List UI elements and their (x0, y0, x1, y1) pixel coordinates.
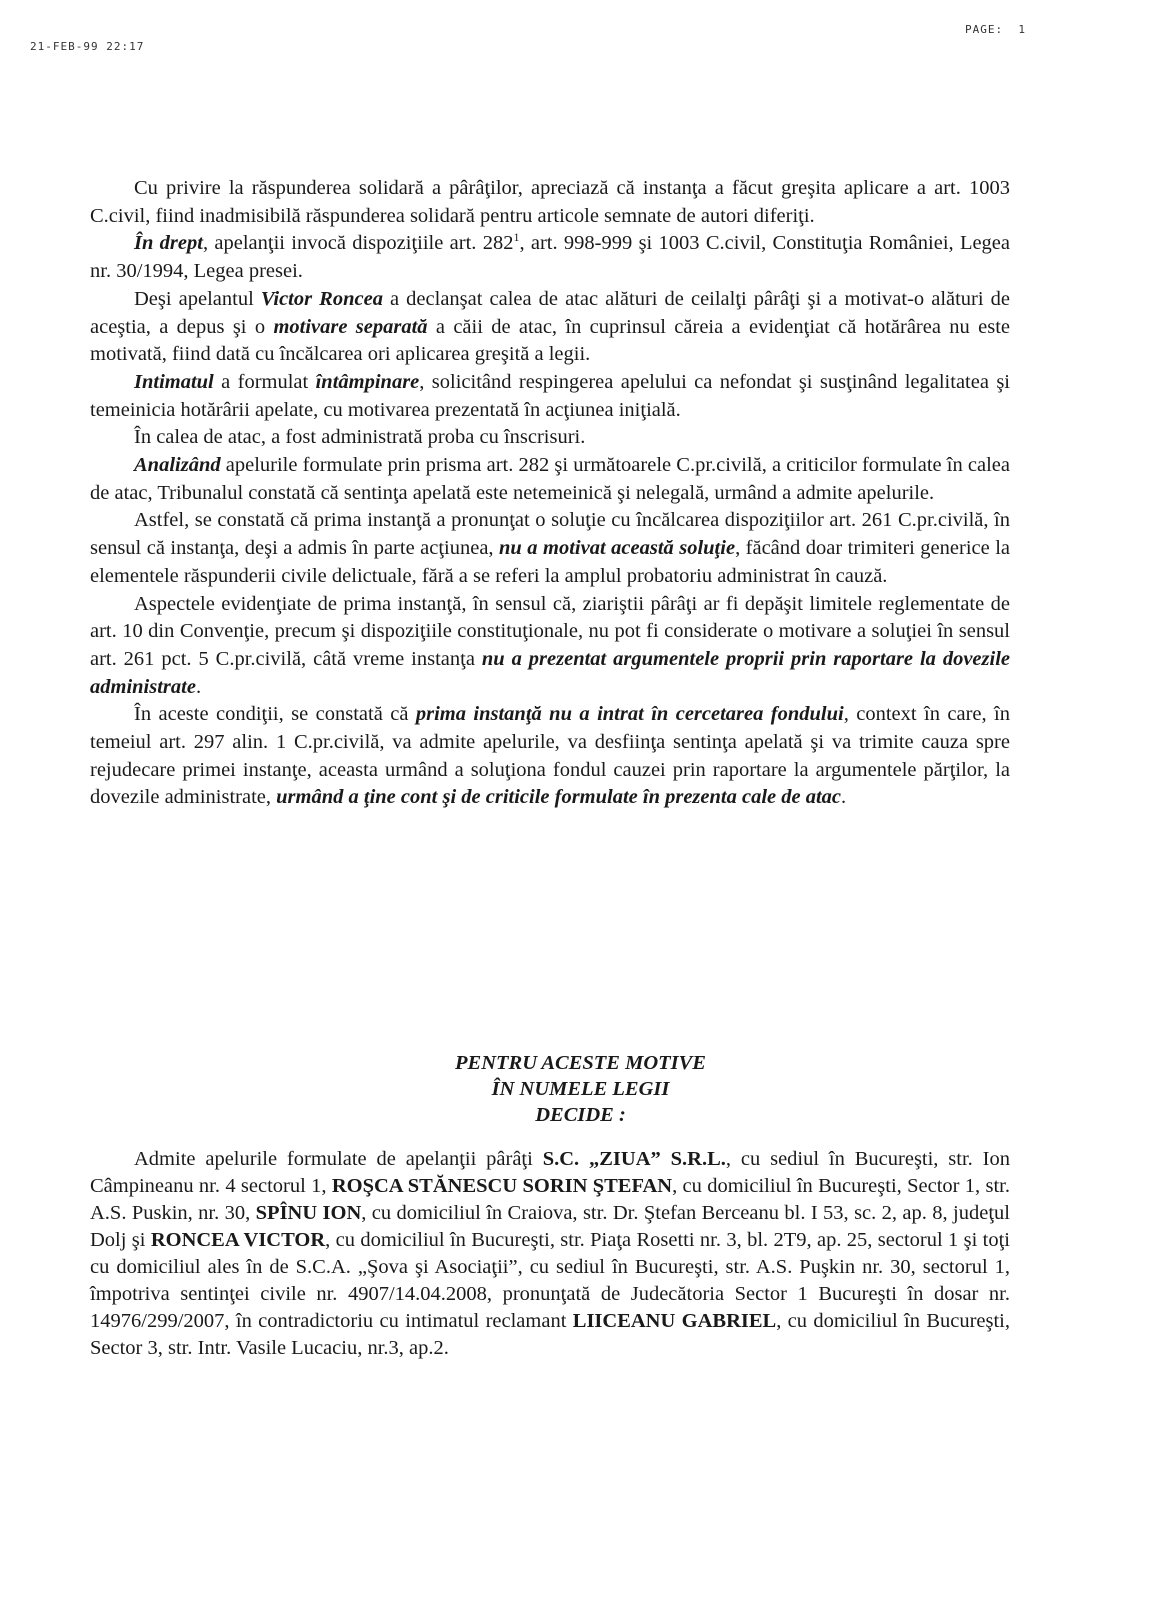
text-run: . (195, 675, 202, 698)
text-run: , cu sediul în Bucureşti, str. Ion Câmpineanu nr. 4 sectorul 1, (90, 1148, 1010, 1197)
text-run: a formulat (213, 370, 316, 393)
text-run: Astfel, se constată că prima instanţă a pronunţat o soluţie cu încălcarea dispoziţiilor art. 261 C.pr.civilă, în sensul că instanţa, deşi a admis în parte acţiunea, (90, 509, 1010, 560)
page-number: 1 (1018, 23, 1026, 36)
heading-law: ÎN NUMELE LEGII (491, 1078, 670, 1100)
emphasized-text: nu a motivat această soluţie (499, 537, 736, 560)
text-run: Aspectele evidenţiate de prima instanţă, în sensul că, ziariştii pârâţi ar fi depăşit limitele reglementate de art. 10 din Convenţie, precum şi dispoziţiile constituţionale, nu pot fi considerate o motivare a soluţiei în sensul art. 261 pct. 5 C.pr.civilă, câtă vreme instanţa (90, 592, 1010, 670)
emphasized-text: întâmpinare (315, 370, 420, 393)
party-name: ROŞCA STĂNESCU SORIN ŞTEFAN (331, 1175, 673, 1197)
text-run: Cu privire la răspunderea solidară a pârâţilor, apreciază că instanţa a făcut greşita aplicare a art. 1003 C.civil, fiind inadmisibilă răspunderea solidară pentru articole semnate de autori diferiţi. (90, 177, 1010, 227)
paragraph (90, 286, 1010, 369)
page-label: PAGE: (965, 23, 1004, 36)
paragraph (90, 591, 1010, 702)
text-run: , art. 998-999 şi 1003 C.civil, Constituţia României, Legea nr. 30/1994, Legea presei. (90, 232, 1011, 283)
emphasized-text: motivare separată (273, 315, 428, 338)
emphasized-text: prima instanţă nu a intrat în cercetarea fondului (415, 703, 844, 726)
heading-decide: DECIDE : (535, 1104, 626, 1126)
decision-headings (0, 1050, 1161, 1128)
text-run: , cu domiciliul în Bucureşti, Sector 3, str. Intr. Vasile Lucaciu, nr.3, ap.2. (90, 1310, 1011, 1359)
emphasized-text: nu a prezentat argumentele proprii prin raportare la dovezile administrate (90, 647, 1010, 698)
text-run: , făcând doar trimiteri generice la elementele răspunderii civile delictuale, fără a se referi la amplul probatoriu administrat în cauză. (90, 537, 1010, 587)
text-run: , apelanţii invocă dispoziţiile art. 282 (202, 232, 514, 255)
text-run: Deşi apelantul (134, 287, 261, 310)
paragraph (90, 701, 1010, 812)
text-run: , cu domiciliul în Bucureşti, str. Piaţa Rosetti nr. 3, bl. 2T9, ap. 25, sectorul 1 şi toţi cu domiciliul ales în de S.C.A. „Şova şi Asociaţii”, cu sediul în Bucureşti, str. A.S. Puşkin nr. 30, sectorul 1, împotriva sentinţei civile nr. 4907/14.04.2008, pronunţată de Judecătoria Sector 1 Bucureşti în dosar nr. 14976/299/2007, în contradictoriu cu intimatul reclamant (90, 1229, 1010, 1332)
heading-motives: PENTRU ACESTE MOTIVE (455, 1052, 706, 1074)
text-run: a căii de atac, în cuprinsul căreia a evidenţiat că hotărârea nu este motivată, fiind dată cu încălcarea ori aplicarea greşită a legii. (90, 315, 1010, 366)
party-name: LIICEANU GABRIEL (572, 1310, 777, 1332)
text-run: , context în care, în temeiul art. 297 alin. 1 C.pr.civilă, va admite apelurile, va desfiinţa sentinţa apelată şi va trimite cauza spre rejudecare primei instanţe, aceasta urmând a soluţiona fondul cauzei prin raportare la argumentele părţilor, la dovezile administrate, (90, 703, 1010, 809)
emphasized-text: În drept (134, 232, 203, 255)
text-run: , solicitând respingerea apelului ca nefondat şi susţinând legalitatea şi temeinicia hotărârii apelate, cu motivarea prezentată în acţiunea iniţială. (90, 370, 1010, 421)
paragraph (90, 452, 1010, 507)
document-body (90, 175, 1010, 812)
emphasized-text: Victor Roncea (260, 287, 383, 310)
paragraph (90, 175, 1010, 230)
emphasized-text: Analizând (134, 454, 221, 477)
text-run: În calea de atac, a fost administrată proba cu înscrisuri. (134, 426, 586, 449)
text-run: În aceste condiţii, se constată că (134, 703, 416, 726)
text-run: Admite apelurile formulate de apelanţii pârâţi (134, 1148, 543, 1170)
fax-page-indicator (965, 23, 1026, 36)
text-run: , cu domiciliul în Bucureşti, Sector 1, str. A.S. Puskin, nr. 30, (90, 1175, 1010, 1224)
text-run: a declanşat calea de atac alături de ceilalţi pârâţi şi a motivat-o alături de aceştia, a depus şi o (90, 287, 1010, 338)
party-name: RONCEA VICTOR (150, 1229, 326, 1251)
decision-text (90, 1146, 1010, 1362)
paragraph (90, 424, 1010, 452)
text-run: . (841, 786, 847, 809)
paragraph (90, 230, 1010, 285)
text-run: apelurile formulate prin prisma art. 282 şi următoarele C.pr.civilă, a criticilor formulate în calea de atac, Tribunalul constată că sentinţa apelată este netemeinică şi nelegală, urmând a admite apelurile. (90, 454, 1010, 504)
party-name: S.C. „ZIUA” S.R.L. (542, 1148, 726, 1170)
decision-paragraph (90, 1146, 1010, 1362)
paragraph (90, 369, 1010, 424)
superscript: 1 (513, 230, 520, 245)
emphasized-text: urmând a ţine cont şi de criticile formulate în prezenta cale de atac (276, 786, 842, 809)
emphasized-text: Intimatul (134, 370, 214, 393)
party-name: SPÎNU ION (255, 1202, 362, 1224)
fax-timestamp: 21-FEB-99 22:17 (30, 40, 145, 53)
text-run: , cu domiciliul în Craiova, str. Dr. Ştefan Berceanu bl. I 53, sc. 2, ap. 8, judeţul Dolj şi (90, 1202, 1010, 1251)
paragraph (90, 507, 1010, 590)
